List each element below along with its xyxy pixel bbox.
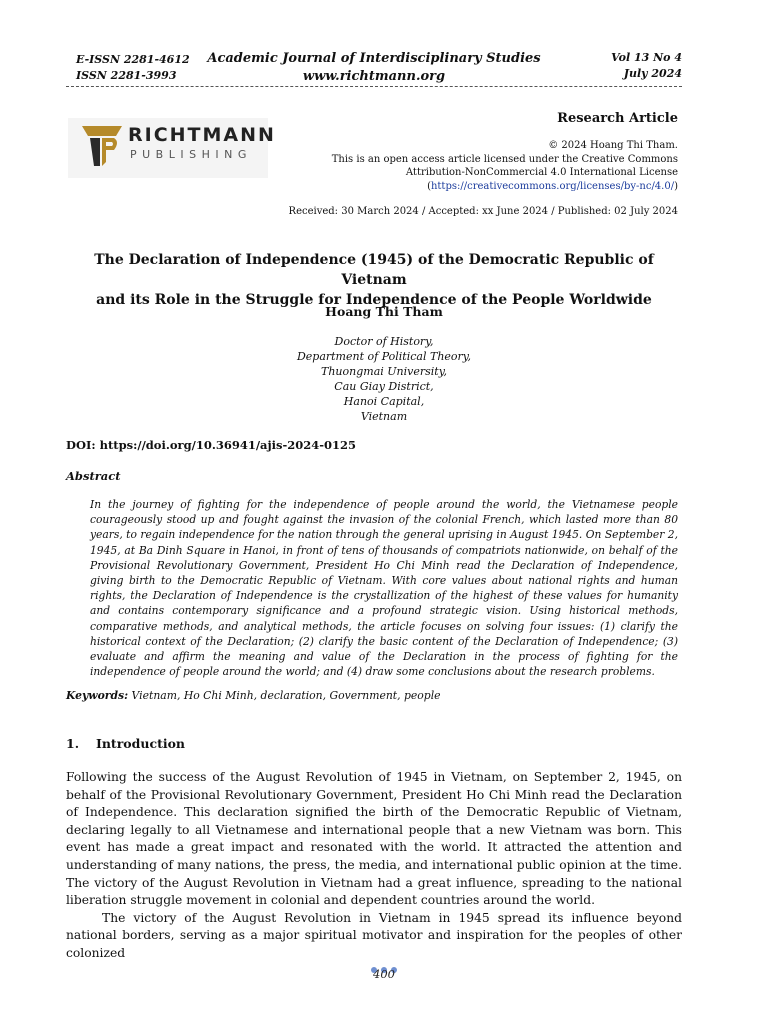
copyright: © 2024 Hoang Thi Tham. — [548, 140, 678, 151]
abstract-text: In the journey of fighting for the independence of people around the world, the Vietnamese people courageously stood up and fought against the invasion of the colonial French, which lasted more than 80 years, to regain independence for the nation through the general uprising in August 1945. On September 2, 1945, at Ba Dinh Square in Hanoi, in front of tens of thousands of compatriots nationwide, on behalf of the Provisional Revolutionary Government, President Ho Chi Minh read the Declaration of Independence, giving birth to the Democratic Republic of Vietnam. With core values about national rights and human rights, the Declaration of Independence is the crystallization of the highest of these values for humanity and contains contemporary significance and a profound strategic vision. Using historical methods, comparative methods, and analytical methods, the article focuses on solving four issues: (1) clarify the historical context of the Declaration; (2) clarify the basic content of the Declaration of Independence; (3) evaluate and affirm the meaning and value of the Declaration in the process of fighting for the independence of people around the world; and (4) draw some conclusions about the research problems. — [90, 498, 678, 679]
article-type: Research Article — [557, 111, 678, 126]
keywords-label: Keywords: — [66, 689, 129, 702]
journal-block — [66, 50, 682, 86]
author-affiliation — [0, 334, 768, 424]
publication-dates: Received: 30 March 2024 / Accepted: xx June 2024 / Published: 02 July 2024 — [288, 206, 678, 217]
affiliation-line: Hanoi Capital, — [343, 395, 425, 408]
journal-website[interactable]: www.richtmann.org — [302, 69, 446, 84]
doi-link[interactable]: DOI: https://doi.org/10.36941/ajis-2024-0125 — [66, 438, 357, 452]
volume-number: Vol 13 No 4 — [611, 51, 682, 64]
license-link-line — [332, 180, 678, 194]
publisher-subtitle: PUBLISHING — [130, 148, 252, 161]
abstract-heading: Abstract — [66, 469, 121, 483]
issue-block — [611, 50, 682, 82]
page-header — [66, 50, 682, 88]
section-heading-introduction — [66, 736, 185, 751]
eissn: E-ISSN 2281-4612 — [76, 53, 190, 66]
title-line-1: The Declaration of Independence (1945) of the Democratic Republic of Vietnam — [94, 252, 654, 288]
affiliation-line: Thuongmai University, — [321, 365, 447, 378]
license-link[interactable]: https://creativecommons.org/licenses/by-nc/4.0/ — [430, 180, 675, 192]
affiliation-line: Department of Political Theory, — [296, 350, 472, 363]
publisher-name: RICHTMANN — [128, 124, 276, 146]
affiliation-line: Vietnam — [360, 410, 408, 423]
section-number: 1. — [66, 736, 80, 751]
paragraph: The victory of the August Revolution in Vietnam in 1945 spread its influence beyond national borders, serving as a major spiritual motivator and inspiration for the peoples of other colonized — [66, 910, 682, 960]
journal-title: Academic Journal of Interdisciplinary Studies — [207, 51, 541, 66]
publisher-logo — [68, 118, 276, 178]
link-paren-open: ( — [427, 180, 431, 192]
article-title — [66, 250, 682, 310]
link-paren-close: ) — [674, 180, 678, 192]
issue-date: July 2024 — [623, 67, 682, 80]
section-title: Introduction — [96, 736, 186, 751]
rp-monogram-icon — [80, 122, 124, 172]
header-divider — [66, 86, 682, 87]
keywords — [66, 689, 682, 702]
issn: ISSN 2281-3993 — [76, 69, 177, 82]
license-text-1: This is an open access article licensed under the Creative Commons — [331, 153, 678, 165]
keywords-list: Vietnam, Ho Chi Minh, declaration, Government, people — [131, 689, 441, 702]
license-block — [332, 139, 678, 193]
affiliation-line: Doctor of History, — [334, 335, 434, 348]
author-name: Hoang Thi Tham — [325, 304, 443, 319]
page-number: 400 — [373, 967, 395, 981]
paragraph: Following the success of the August Revolution of 1945 in Vietnam, on September 2, 1945, on behalf of the Provisional Revolutionary Government, President Ho Chi Minh read the Declaration of Independence. This declaration signified the birth of the Democratic Republic of Vietnam, declaring legally to all Vietnamese and international people that a new Vietnam was born. This event has made a great impact and resonated with the world. It attracted the attention and understanding of many nations, the press, the media, and international public opinion at the time. The victory of the August Revolution in Vietnam had a great influence, spreading to the national liberation struggle movement in colonial and dependent countries around the world. — [66, 770, 682, 908]
affiliation-line: Cau Giay District, — [334, 380, 434, 393]
license-text-2: Attribution-NonCommercial 4.0 International License — [405, 167, 678, 178]
title-line-2: and its Role in the Struggle for Independence of the People Worldwide — [96, 292, 652, 308]
body-text — [66, 769, 682, 963]
